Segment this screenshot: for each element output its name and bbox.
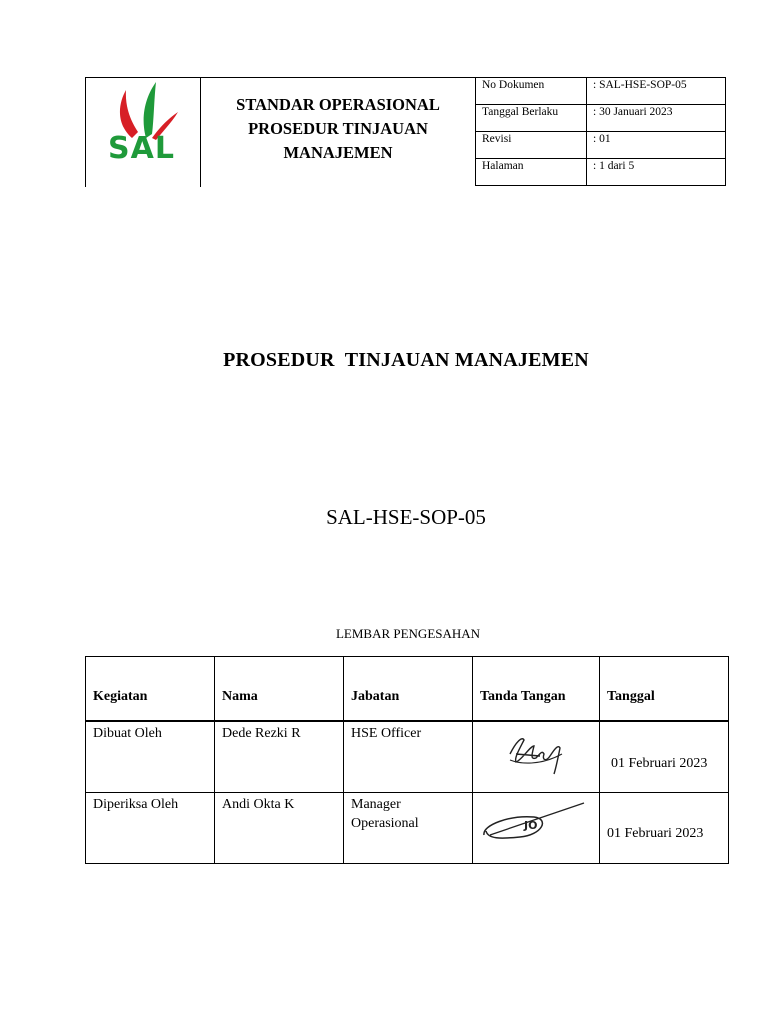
document-code: SAL-HSE-SOP-05	[326, 505, 486, 529]
approval-row	[86, 792, 729, 863]
cell-nama: Dede Rezki R	[215, 721, 344, 793]
cell-jabatan: HSE Officer	[344, 721, 473, 793]
cell-jabatan: Manager Operasional	[344, 792, 473, 863]
cell-kegiatan: Diperiksa Oleh	[86, 792, 215, 863]
date-text: 01 Februari 2023	[607, 825, 704, 841]
meta-value: : 30 Januari 2023	[587, 105, 726, 132]
cell-signature	[473, 792, 600, 863]
main-title: PROSEDUR TINJAUAN MANAJEMEN	[223, 349, 589, 371]
title-cell	[201, 77, 475, 187]
meta-row	[476, 132, 726, 159]
meta-label: No Dokumen	[476, 78, 587, 105]
cell-signature	[473, 721, 600, 793]
document-title: STANDAR OPERASIONAL PROSEDUR TINJAUAN MANAJEMEN	[236, 95, 440, 162]
meta-row	[476, 159, 726, 186]
meta-label: Halaman	[476, 159, 587, 186]
signature-icon	[480, 795, 592, 857]
cell-tanggal	[600, 721, 729, 793]
approval-caption: LEMBAR PENGESAHAN	[335, 626, 481, 641]
logo-cell	[85, 77, 201, 187]
col-header-jabatan: Jabatan	[344, 657, 473, 721]
cell-kegiatan: Dibuat Oleh	[86, 721, 215, 793]
document-meta-table	[475, 77, 726, 186]
col-header-nama: Nama	[215, 657, 344, 721]
meta-label: Tanggal Berlaku	[476, 105, 587, 132]
approval-table	[85, 656, 729, 864]
logo-text: SAL	[108, 131, 175, 166]
col-header-tanggal: Tanggal	[600, 657, 729, 721]
meta-value: : 1 dari 5	[587, 159, 726, 186]
col-header-tanda-tangan: Tanda Tangan	[473, 657, 600, 721]
signature-icon	[480, 724, 592, 786]
approval-row	[86, 721, 729, 793]
cell-tanggal	[600, 792, 729, 863]
meta-value: : SAL-HSE-SOP-05	[587, 78, 726, 105]
meta-row	[476, 78, 726, 105]
cell-nama: Andi Okta K	[215, 792, 344, 863]
date-text: 01 Februari 2023	[611, 755, 708, 771]
meta-label: Revisi	[476, 132, 587, 159]
col-header-kegiatan: Kegiatan	[86, 657, 215, 721]
svg-text:JO: JO	[524, 818, 538, 832]
meta-row	[476, 105, 726, 132]
approval-header-row	[86, 657, 729, 721]
sal-logo	[86, 78, 200, 186]
meta-value: : 01	[587, 132, 726, 159]
